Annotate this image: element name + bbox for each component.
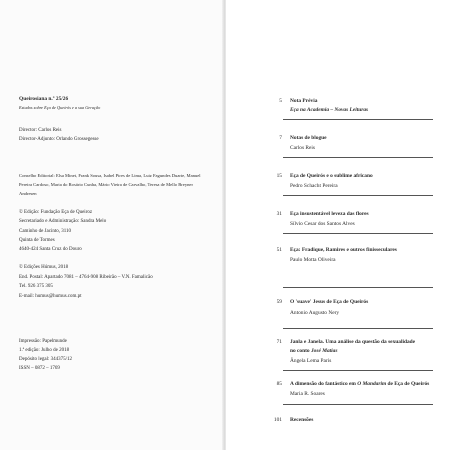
toc-page-number: 71 bbox=[276, 339, 282, 345]
director: Director: Carlos Reis bbox=[19, 128, 62, 133]
toc-divider bbox=[283, 370, 433, 371]
foundation: © Edição: Fundação Eça de Queiroz bbox=[19, 210, 93, 215]
issn: ISSN – 0872 – 1769 bbox=[19, 366, 60, 371]
assistant-director: Director-Adjunto: Orlando Grossegesse bbox=[19, 137, 99, 142]
toc-divider bbox=[283, 233, 433, 234]
toc-title: Nota Prévia bbox=[290, 98, 318, 104]
toc-divider bbox=[283, 157, 433, 158]
toc-page-number: 7 bbox=[279, 135, 282, 141]
toc-author: Sílvio Cesar dos Santos Alves bbox=[290, 221, 355, 227]
toc-page-number: 31 bbox=[276, 211, 282, 217]
toc-author: Pedro Schacht Pereira bbox=[290, 183, 338, 189]
secretariat: Secretariado e Administração: Sandra Melo bbox=[19, 219, 107, 224]
toc-divider bbox=[283, 287, 433, 288]
postal-address: End. Postal: Apartado 7081 – 4764-908 Ribeirão – V.N. Famalicão bbox=[19, 275, 153, 280]
toc-author: Antonio Augusto Nery bbox=[290, 310, 340, 316]
toc-title: Eça de Queirós e o sublime africano bbox=[290, 173, 373, 179]
toc-page-number: 51 bbox=[276, 247, 282, 253]
toc-author: Ângela Lema Paris bbox=[290, 358, 332, 364]
toc-title: A dimensão do fantástico em O Mandarim de Eça de Queirós bbox=[290, 381, 430, 387]
toc-author: Paulo Motta Oliveira bbox=[290, 257, 336, 263]
toc-title: Notas de blogue bbox=[290, 135, 327, 141]
left-page bbox=[0, 0, 224, 450]
toc-title-line-2: no conto José Matias bbox=[290, 348, 338, 354]
toc-page-number: 101 bbox=[273, 417, 282, 423]
toc-divider bbox=[283, 195, 433, 196]
phone: Tel. 926 375 305 bbox=[19, 284, 53, 289]
toc-author: Carlos Reis bbox=[290, 145, 316, 151]
copyright: © Edições Húmus, 2018 bbox=[19, 265, 69, 270]
legal-deposit: Depósito legal: 344375/12 bbox=[19, 357, 73, 362]
toc-page-number: 5 bbox=[279, 98, 282, 104]
toc-page-number: 59 bbox=[276, 299, 282, 305]
address-line-2: Quinta de Tormes bbox=[19, 238, 55, 243]
toc-divider bbox=[283, 328, 433, 329]
toc-divider bbox=[283, 119, 433, 120]
toc-title: O 'suave' Jesus de Eça de Queirós bbox=[290, 299, 369, 305]
toc-title: Eça insustentável leveza das flores bbox=[290, 211, 369, 217]
series-title: Queirosiana n.º 25/26 bbox=[19, 96, 69, 102]
toc-divider bbox=[283, 404, 433, 405]
toc-page-number: 85 bbox=[276, 381, 282, 387]
toc-author: Maria R. Soares bbox=[290, 391, 325, 397]
editorial-board-line-1: Conselho Editorial: Elsa Minet, Frank Sousa, Isabel Pires de Lima, Luiz Fagundes Duarte, Manuel bbox=[19, 173, 201, 178]
series-subtitle: Estudos sobre Eça de Queirós e a sua Geração bbox=[19, 105, 101, 110]
toc-title: Janla e Janela. Uma análise da questão da sexualidade bbox=[290, 339, 416, 345]
email: E-mail: humus@humus.com.pt bbox=[19, 294, 82, 299]
editorial-board-line-2: Pereira Cardoso, Maria do Rosário Cunha, Mário Vieira de Carvalho, Teresa de Mello Breyner bbox=[19, 182, 193, 187]
address-line-3: 4640-424 Santa Cruz do Douro bbox=[19, 247, 82, 252]
editorial-board-line-3: Andresen bbox=[19, 191, 37, 196]
address-line-1: Caminho de Jacinto, 3110 bbox=[19, 229, 72, 234]
toc-title: Eça: Fradique, Ramires e outros finisseculares bbox=[290, 247, 397, 253]
toc-title: Recensões bbox=[290, 417, 314, 423]
toc-page-number: 15 bbox=[276, 173, 282, 179]
toc-subtitle: Eça na Academia – Novas Leituras bbox=[290, 107, 369, 113]
printing: Impressão: Papelmunde bbox=[19, 339, 67, 344]
edition: 1.ª edição: Julho de 2018 bbox=[19, 348, 70, 353]
